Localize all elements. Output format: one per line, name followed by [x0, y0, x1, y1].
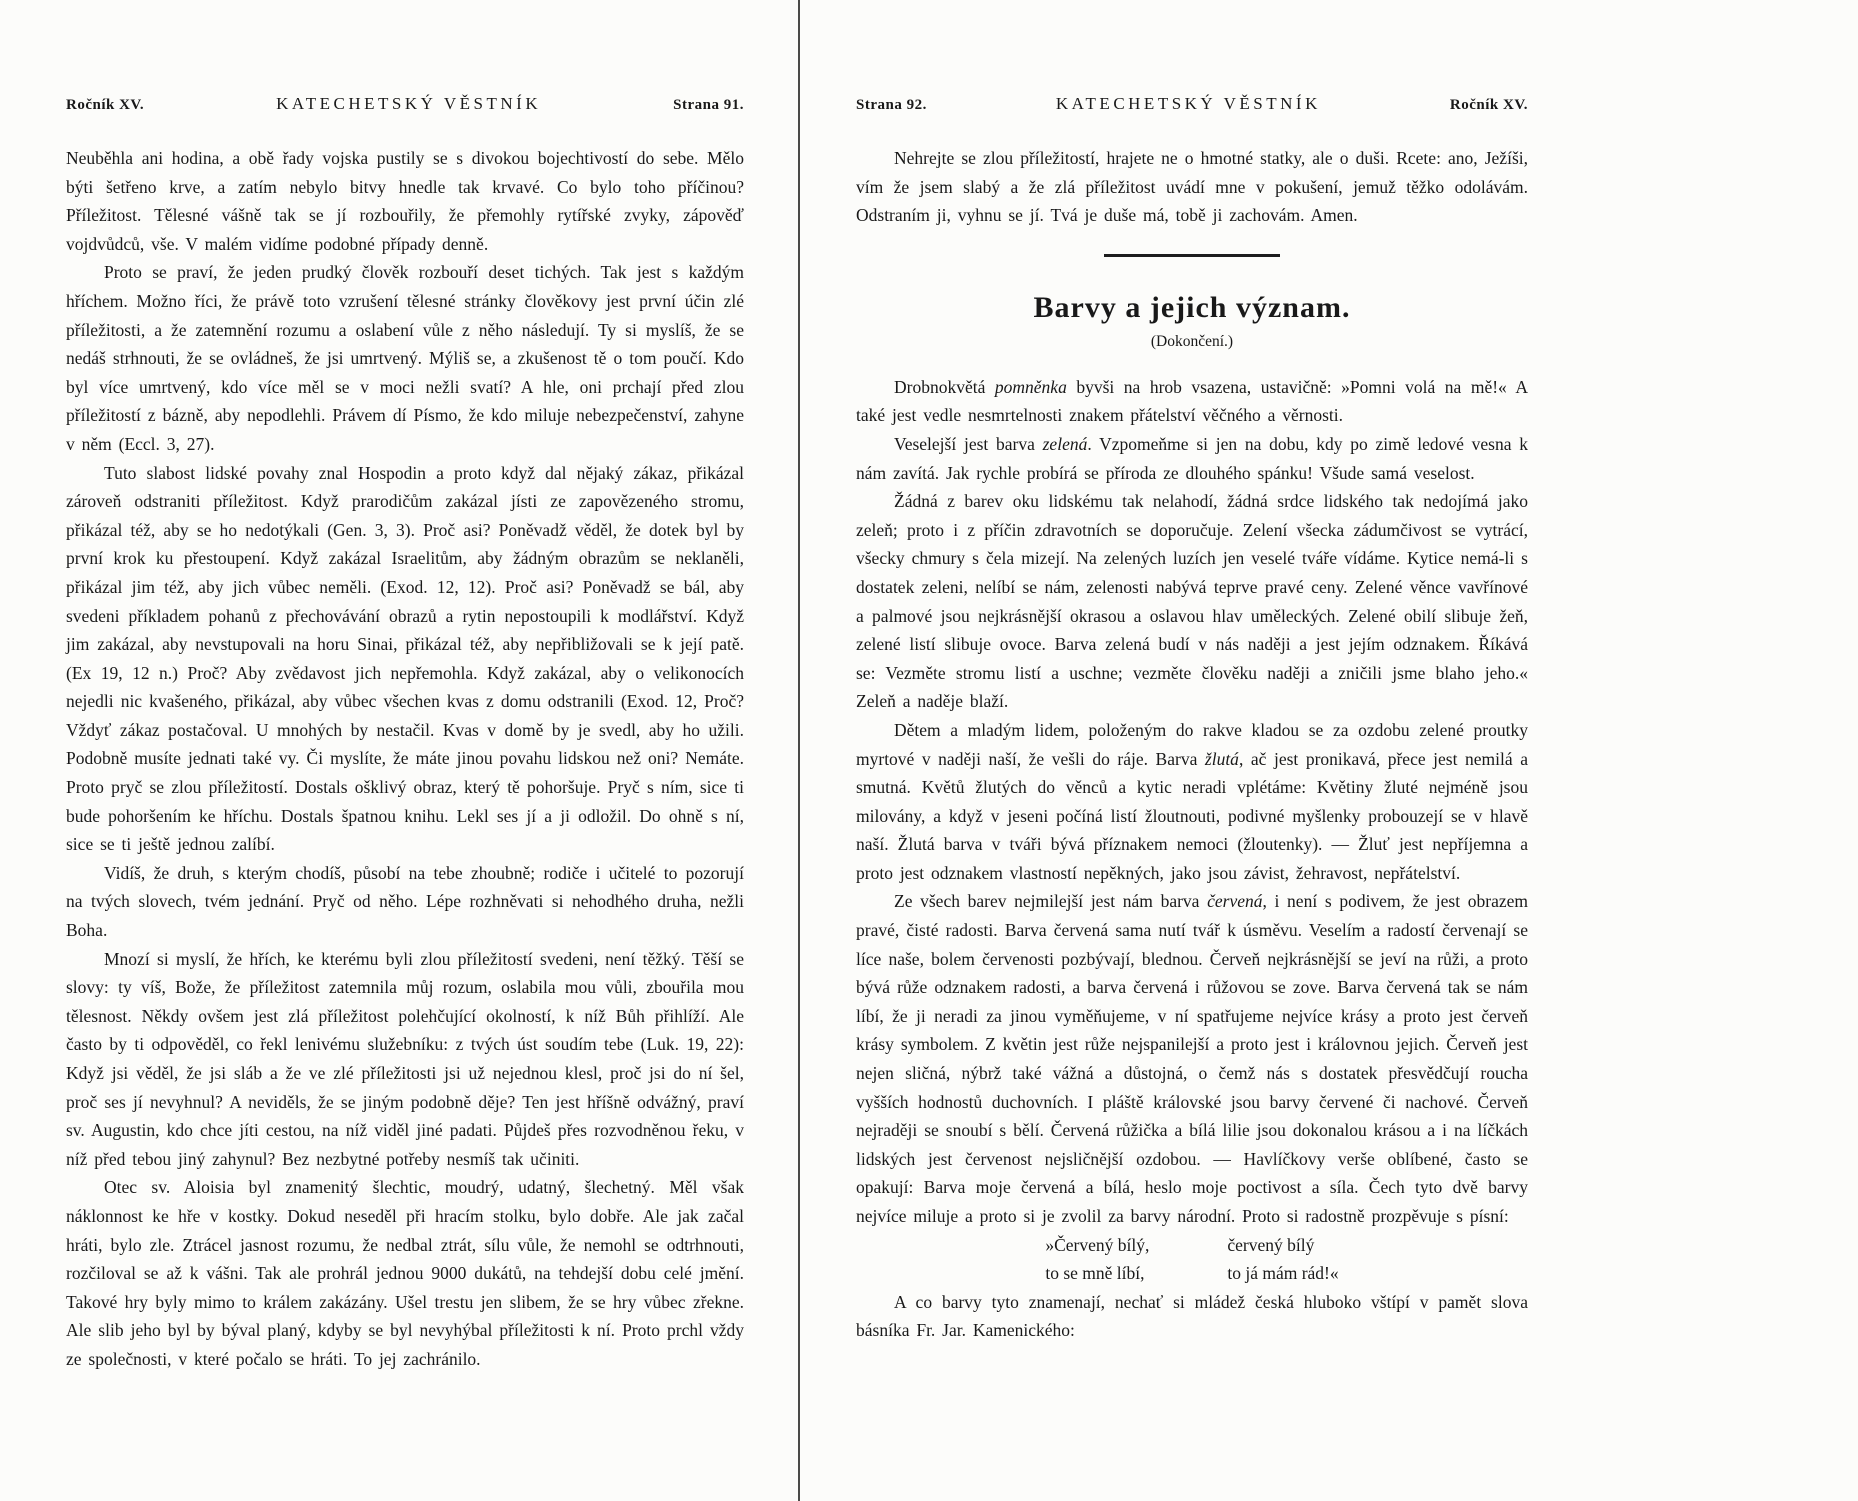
article-subtitle: (Dokončení.) [1150, 332, 1234, 350]
paragraph: Veselejší jest barva zelená. Vzpomeňme si jen na dobu, kdy po zimě ledové vesna k nám zavítá. Jak rychle probírá se příroda ze dlouhého spánku! Všude samá veselost. [856, 433, 1528, 483]
verse-line: červený bílý [1227, 1234, 1315, 1255]
paragraph: Dětem a mladým lidem, položeným do rakve kladou se za ozdobu zelené proutky myrtové v naději naší, že vešli do ráje. Barva žlutá, ač jest pronikavá, přece jest nemilá a smutná. Květů žlutých do věnců a kytic neradi vplétáme: Květiny žluté nejméně jsou milovány, a když v jeseni počíná listí žloutnouti, podivné myšlenky probouzejí se v hlavě naší. Žlutá barva v tváři bývá příznakem nemoci (žloutenky). — Žluť jest nepříjemna a proto jest odznakem vlastností nepěkných, jako jsou závist, žehravost, nepřátelství. [856, 719, 1528, 883]
paragraph: A co barvy tyto znamenají, nechať si mládež česká hluboko vštípí v pamět slova básníka Fr. Jar. Kamenického: [856, 1291, 1528, 1341]
verse-line: to já mám rád!« [1227, 1263, 1339, 1284]
paragraph: Vidíš, že druh, s kterým chodíš, působí na tebe zhoubně; rodiče i učitelé to pozorují na tvých slovech, tvém jednání. Pryč od něho. Lépe rozhněvati si nehodhého druha, nežli Boha. [66, 862, 744, 941]
page-right-intro [856, 144, 1528, 230]
paragraph: Drobnokvětá pomněnka byvši na hrob vsazena, ustavičně: »Pomni volá na mě!« A také jest vedle nesmrtelnosti znakem přátelství věčného a věrnosti. [856, 376, 1528, 426]
page-right-header [856, 94, 1528, 114]
journal-title: KATECHETSKÝ VĚSTNÍK [1055, 94, 1321, 113]
paragraph: Proto se praví, že jeden prudký člověk rozbouří deset tichých. Tak jest s každým hříchem. Možno říci, že právě toto vzrušení tělesné stránky člověkovy jest první účin zlé příležitosti, a že zatemnění rozumu a oslabení vůle z něho následují. Ty si myslíš, že se nedáš strhnouti, že se ovládneš, že jsi umrtvený. Mýliš se, a zkušenost tě o tom poučí. Kdo byl více umrtvený, kdo více měl se v moci nežli svatí? A hle, oni prchají před zlou příležitostí z bázně, aby nepodlehli. Právem dí Písmo, že kdo miluje nebezpečenství, zahyne v něm (Eccl. 3, 27). [66, 262, 744, 454]
paragraph: Ze všech barev nejmilejší jest nám barva červená, i není s podivem, že jest obrazem pravé, čisté radosti. Barva červená sama nutí tvář k úsměvu. Veselím a radostí červenají se líce naše, bolem červenosti pozbývají, blednou. Červeň nejkrásnější se jeví na růži, a proto bývá růže odznakem radosti, a barva červená i růžovou se zove. Barva červená tak se nám líbí, že ji neradi za jinou vyměňujeme, v ní spatřujeme nejvíce krásy a proto jest červeň krásy symbolem. Z květin jest růže nejspanilejší a proto jest i královnou jejich. Červeň jest nejen sličná, nýbrž také vážná a důstojná, o čemž nás s dostatek přesvědčují roucha vyšších hodnostů duchovních. I pláště královské jsou barvy červené či nachové. Červeň nejraději se snoubí s bělí. Červená růžička a bílá lilie jsou dokonalou krásou a i na líčkách lidských jest červenost nejsličnější ozdobou. — Havlíčkovy verše oblíbené, často se opakují: Barva moje červená a bílá, heslo moje poctivost a síla. Čech tyto dvě barvy nejvíce miluje a proto si je zvolil za barvy národní. Proto si radostně prozpěvuje s písní: [856, 891, 1528, 1226]
article-body [856, 373, 1528, 1231]
verse-column-right [1227, 1231, 1338, 1288]
journal-title: KATECHETSKÝ VĚSTNÍK [276, 94, 542, 113]
paragraph: Tuto slabost lidské povahy znal Hospodin a proto když dal nějaký zákaz, přikázal zároveň odstraniti příležitost. Když prarodičům zakázal jísti ze zapovězeného stromu, přikázal též, aby se ho nedotýkali (Gen. 3, 3). Proč asi? Poněvadž věděl, že dotek byl by první krok ku přestoupení. Když zakázal Israelitům, aby žádným obrazům se neklaněli, přikázal jim též, aby jich vůbec neměli. (Exod. 12, 12). Proč asi? Poněvadž se bál, aby svedeni příkladem pohanů z přechovávání obrazů a rytin nepostoupili k modlářství. Když jim zakázal, aby nevstupovali na horu Sinai, přikázal též, aby nepřibližovali se k její patě. (Ex 19, 12 n.) Proč? Aby zvědavost jich nepřemohla. Když zakázal, aby o velikonocích nejedli nic kvašeného, přikázal, aby vůbec všechen kvas z domu odstranili (Exod. 12, Proč? Vždyť zákaz postačoval. U mnohých by nestačil. Kvas v domě by je svedl, aby ho užili. Podobně musíte jednati také vy. Či myslíte, že máte jinou povahu lidskou než oni? Nemáte. Proto pryč se zlou příležitostí. Dostals ošklivý obraz, který tě pohoršuje. Pryč s ním, sice ti bude pohoršením ke hříchu. Dostals špatnou knihu. Lekl ses jí a ji odložil. Do ohně s ní, sice se ti ještě jednou zalíbí. [66, 462, 744, 855]
volume-label: Ročník XV. [66, 97, 145, 113]
page-left-header [66, 94, 744, 114]
paragraph: Neuběhla ani hodina, a obě řady vojska pustily se s divokou bojechtivostí do sebe. Mělo býti šetřeno krve, a zatím nebylo bitvy hnedle tak krvavé. Co bylo toho příčinou? Příležitost. Tělesné vášně tak se jí rozbouřily, že přemohly rytířské zvyky, zápověď vojdvůdců, vše. V malém vidíme podobné případy denně. [66, 148, 744, 254]
paragraph: Otec sv. Aloisia byl znamenitý šlechtic, moudrý, udatný, šlechetný. Měl však náklonnost ke hře v kostky. Dokud neseděl při hracím stolku, bylo dobře. Ale jak začal hráti, bylo zle. Ztrácel jasnost rozumu, že nedbal ztrát, sílu vůle, že nemohl se odtrhnouti, rozčiloval se až k vášni. Tak ale prohrál jednou 9000 dukátů, na tehdejší dobu celé jmění. Takové hry byly mimo to králem zakázány. Ušel trestu jen slibem, že se hry vůbec zřekne. Ale slib jeho byl by býval planý, kdyby se byl nevyhýbal příležitosti k ní. Proto prchl vždy ze společnosti, v které počalo se hráti. To jej zachránilo. [66, 1177, 744, 1369]
verse-column-left [1045, 1231, 1149, 1288]
article-title: Barvy a jejich význam. [1033, 290, 1351, 324]
verse-block [856, 1231, 1528, 1288]
page-number: Strana 92. [856, 97, 927, 113]
section-divider-rule [1104, 254, 1280, 257]
page-right [856, 94, 1528, 1345]
page-divider-line [798, 0, 800, 1501]
volume-label: Ročník XV. [1449, 97, 1528, 113]
verse-line: to se mně líbí, [1045, 1263, 1145, 1284]
article-closing [856, 1288, 1528, 1345]
paragraph: Nehrejte se zlou příležitostí, hrajete ne o hmotné statky, ale o duši. Rcete: ano, Ježíši, vím že jsem slabý a že zlá příležitost uvádí mne v pokušení, jemuž těžko odolávám. Odstraním ji, vyhnu se jí. Tvá je duše má, tobě ji zachovám. Amen. [856, 148, 1528, 226]
paragraph: Mnozí si myslí, že hřích, ke kterému byli zlou příležitostí svedeni, není těžký. Těší se slovy: ty víš, Bože, že příležitost zatemnila můj rozum, oslabila mou vůli, zbouřila mou tělesnost. Někdy ovšem jest zlá příležitost polehčující okolností, k níž Bůh přihlíží. Ale často by ti odpověděl, co řekl lenivému služebníku: z tvých úst soudím tebe (Luk. 19, 22): Když jsi věděl, že jsi sláb a že ve zlé příležitosti jsi už nejednou klesl, proč jsi do ní šel, proč ses jí nevyhnul? A neviděls, že se jiným podobně děje? Ten jest hříšně odvážný, praví sv. Augustin, kdo chce jíti cestou, na níž viděl jiné padati. Půjdeš přes rozvodněnou řeku, v níž před tebou jiný zahynul? Bez nezbytné potřeby nesmíš tak učiniti. [66, 948, 744, 1169]
paragraph: Žádná z barev oku lidskému tak nelahodí, žádná srdce lidského tak nedojímá jako zeleň; proto i z příčin zdravotních se doporučuje. Zelení všecka zádumčivost se vytrácí, všecky chmury s čela mizejí. Na zelených luzích jen veselé tváře vídáme. Kytice nemá-li s dostatek zeleni, nelíbí se nám, zelenosti nabývá teprve pravé ceny. Zelené věnce vavřínové a palmové jsou nejkrásnější okrasou a oslavou hlav uměleckých. Zelené obilí slibuje žeň, zelené listí slibuje ovoce. Barva zelená budí v nás naději a jest jejím odznakem. Říkává se: Vezměte stromu listí a uschne; vezměte člověku naději a zničili jsme blaho jeho.« Zeleň a naděje blaží. [856, 491, 1528, 712]
verse-line: »Červený bílý, [1045, 1234, 1150, 1255]
page-left-body [66, 144, 744, 1374]
page-left [66, 94, 744, 1374]
page-number: Strana 91. [673, 97, 744, 113]
